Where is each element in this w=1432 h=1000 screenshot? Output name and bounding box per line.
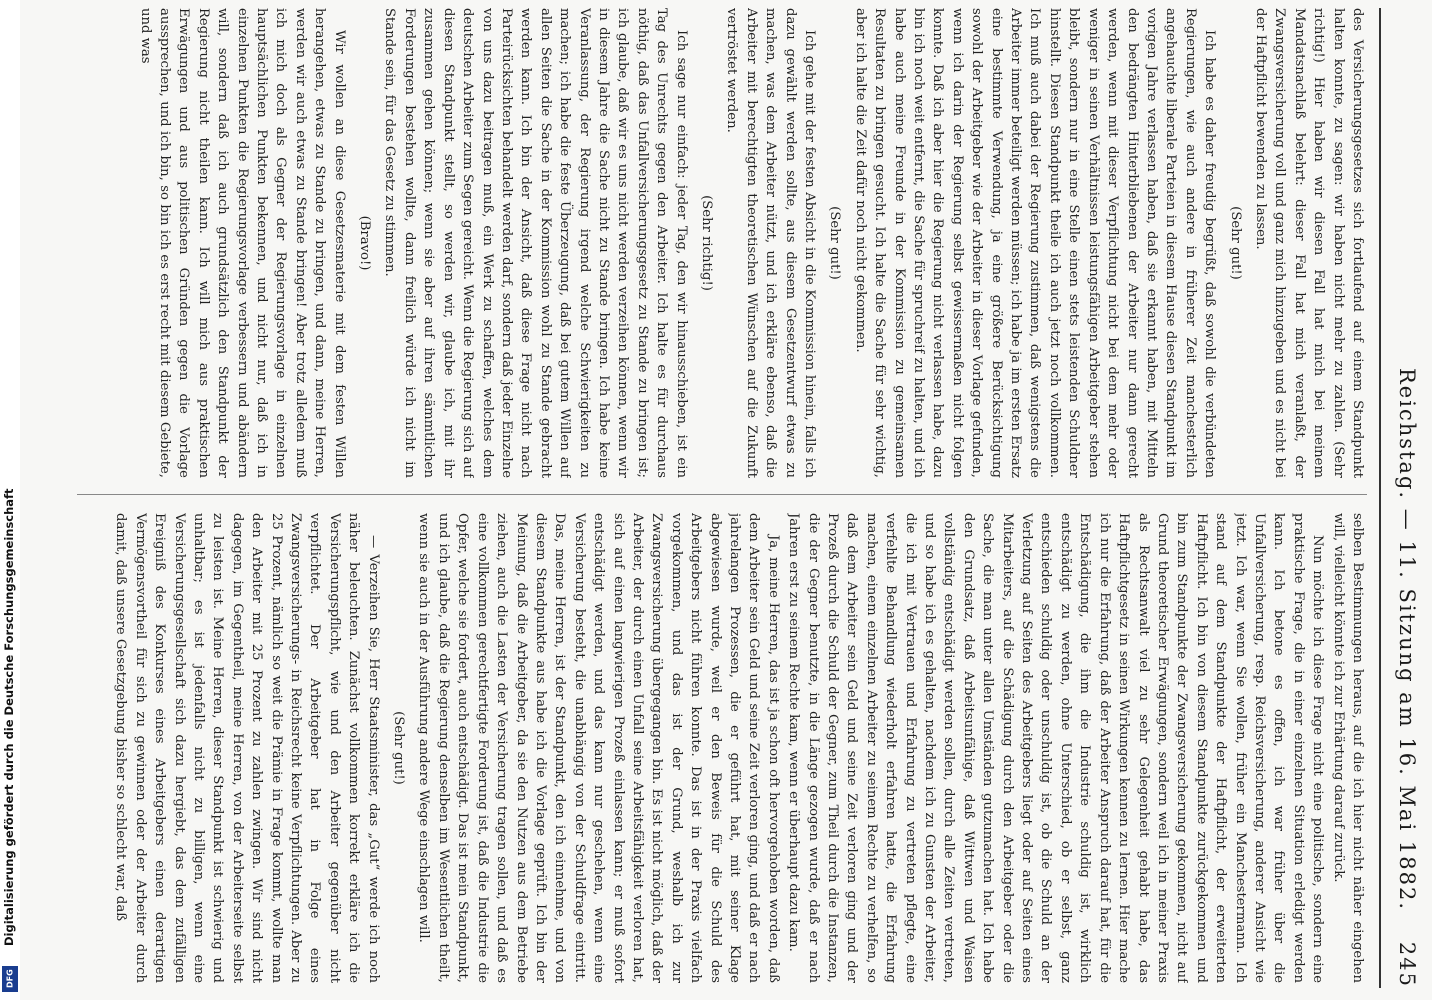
dfg-logo-icon: [2, 966, 18, 992]
column-divider: [77, 494, 1367, 495]
page-header: [1385, 8, 1425, 988]
paragraph: — Verzeihen Sie, Herr Staatsminister, das „Gut“ werde ich noch näher beleuchten. Zunächst vollkommen korrekt erkläre ich die Versicherungspflicht, wie und den Arbeiter gegenüber nicht verpflichtet. Der Arbeitgeber hat in Folge eines Zwangsversicherungs- in Reichsrecht keine Verpflichtungen. Aber zu 25 Prozent, nämlich so weit die Prämie in Frage kommt, wollte man den Arbeiter mit 25 Prozent zu zahlen zwingen. Wir sind nicht dagegen, im Gegentheil, meine Herren, von der Arbeiterseite selbst zu leisten ist. Meine Herren, dieser Standpunkt ist schwierig und unhaltbar; es ist jedenfalls nicht zu billigen, wenn eine Versicherungsgesellschaft sich dazu hergiebt, das dem zufälligen Ereigniß des Konkurses eines Arbeitgebers einen derartigen Vermögensvortheil für sich zu gewinnen oder der Arbeiter durch damit, daß unsere Gesetzgebung bisher so schlecht war, daß: [113, 513, 381, 983]
dfg-logo-text: DFG: [5, 969, 15, 989]
paragraph: Nun möchte ich diese Frage nicht eine politische, sondern eine praktische Frage, die in einer einzelnen Situation erledigt werden kann. Ich betone es offen, ich war früher über die Unfallversicherung, resp. Reichsversicherung, anderer Ansicht wie jetzt. Ich war, wenn Sie wollen, früher ein Manchestermann. Ich stand auf dem Standpunkte der Haftpflicht, der erweiterten Haftpflicht. Ich bin von diesem Standpunkte zurückgekommen und bin zum Standpunkte der Zwangsversicherung gekommen, nicht auf Grund theoretischer Erwägungen, sondern weil ich in meiner Praxis als Rechtsanwalt viel zu sehr Gelegenheit gehabt habe, das Haftpflichtgesetz in seinen Wirkungen kennen zu lernen. Hier mache ich nur die Erfahrung, daß der Arbeiter Anspruch darauf hat, für die Entschädigung, die ihm die Industrie schuldig ist, wirklich entschädigt zu werden, ohne Unterschied, ob er selbst, ganz entschieden schuldig oder unschuldig ist, ob die Schuld an der Verletzung auf Seiten des Arbeitgebers liegt oder auf Seiten eines Mitarbeiters, auf die Schädigung durch den Arbeitgeber oder die Sache, die man unter allen Umständen gutzumachen hat. Ich habe den Grundsatz, daß Arbeitsunfähige, daß Wittwen und Waisen vollständig entschädigt werden sollen, durch alle Zeiten vertreten, und so habe ich es gehalten, nachdem ich zu Gunsten der Arbeiter, die ich mit Vertrauen und Erfahrung zu vertreten pflegte, eine verfehlte Behandlung wiederholt erfahren hatte, die Erfahrung machen, einem einzelnen Arbeiter zu seinem Rechte zu verhelfen, so daß dem Arbeiter sein Geld und seine Zeit verloren ging und der Prozeß durch die Schuld der Gegner, zum Theil durch die Instanzen, die der Gegner benutzte, in die Länge gezogen wurde, daß er nach Jahren erst zu seinem Rechte kam, wenn er überhaupt dazu kam.: [786, 513, 1326, 983]
paragraph: Ich habe es daher freudig begrüßt, daß sowohl die verbündeten Regierungen, wie auch andere in früherer Zeit manchesterlich angehauchte liberale Parteien in diesem Hause diesen Standpunkt im vorigen Jahre verlassen haben, daß sie erkannt haben, mit Mitteln den bedrängten Hinterbliebenen der Arbeiter nur dann gerecht werden, wenn mit dieser Verpflichtung nicht bei dem mehr oder weniger in seinen Verhältnissen leistungsfähigen Arbeitgeber stehen bleibt, sondern nur in eine Stelle einen stets leistenden Schuldner hinstellt. Diesen Standpunkt theile ich auch jetzt noch vollkommen. Ich muß auch dabei der Regierung zustimmen, daß wenigstens die Arbeiter immer beteiligt werden müssen; ich habe ja im ersten Ersatz eine bestimmte Verwendung, ja eine größere Berücksichtigung sowohl der Arbeitgeber wie der Arbeiter in dieser Vorlage gefunden, wenn ich darin der Regierung selbst gewissermaßen nicht folgen konnte. Daß ich aber hier die Regierung nicht verlassen habe, dazu bin ich noch weit entfernt, die Sache für spruchreif zu halten, und ich habe auch meine Freunde in der Kommission zu gemeinsamen Resultaten zu bringen gesucht. Ich halte die Sache für sehr wichtig, aber ich halte die Zeit dafür noch nicht gekommen.: [852, 8, 1218, 478]
paragraph: Ich sage nur einfach: jeder Tag, den wir hinausschieben, ist ein Tag des Unrechts gegen den Arbeiter. Ich halte es für durchaus nöthig, daß das Unfallversicherungsgesetz zu Stande zu bringen ist; ich glaube, daß wir es uns nicht werden verzeihen können, wenn wir in diesem Jahre die Sache nicht zu Stande bringen. Ich habe keine Veranlassung, der Regierung irgend welche Schwierigkeiten zu machen; ich habe die feste Überzeugung, daß bei gutem Willen auf allen Seiten die Sache in der Kommission wohl zu Stande gebracht werden kann. Ich bin der Ansicht, daß diese Frage nicht nach Parteirücksichten behandelt werden darf, sondern daß jeder Einzelne von uns dazu beitragen muß, ein Werk zu schaffen, welches dem deutschen Arbeiter zum Segen gereicht. Wenn die Regierung sich auf diesen Standpunkt stellt, so werden wir, glaube ich, mit ihr zusammen gehen können; wenn sie aber auf ihren sämmtlichen Forderungen bestehen wollte, dann freilich würde ich nicht im Stande sein, für das Gesetz zu stimmen.: [382, 8, 689, 478]
running-title: Reichstag. — 11. Sitzung am 16. Mai 1882.: [1395, 368, 1419, 912]
digitization-sidebar: [0, 0, 20, 1000]
interjection: (Sehr gut!): [391, 711, 407, 785]
paragraph: Ja, meine Herren, das ist ja schon oft hervorgehoben worden, daß dem Arbeiter sein Geld und seine Zeit verloren ging, und daß er nach jahrelangen Prozessen, die er geführt hat, mit seiner Klage abgewiesen wurde, weil er den Beweis für die Schuld des Arbeitgebers nicht führen konnte. Das ist in der Praxis vielfach vorgekommen, und das ist der Grund, weshalb ich zur Zwangsversicherung übergegangen bin. Es ist nicht möglich, daß der Arbeiter, der durch einen Unfall seine Arbeitsfähigkeit verloren hat, sich auf einen langwierigen Prozeß einlassen kann; er muß sofort entschädigt werden, und das kann nur geschehen, wenn eine Versicherung besteht, die unabhängig von der Schuldfrage eintritt. Das, meine Herren, ist der Standpunkt, den ich einnehme, und von diesem Standpunkte aus habe ich die Vorlage geprüft. Ich bin der Meinung, daß die Arbeitgeber, da sie den Nutzen aus dem Betriebe ziehen, auch die Lasten der Versicherung tragen sollen, und daß es eine vollkommen gerechtfertigte Forderung ist, daß die Industrie die Opfer, welche sie fordert, auch entschädigt. Das ist mein Standpunkt, und ich glaube, daß die Regierung denselben im Wesentlichen theilt, wenn sie auch in der Ausführung andere Wege einschlagen will.: [416, 513, 781, 983]
right-text-column: [67, 513, 1367, 983]
interjection: (Sehr gut!): [827, 206, 843, 280]
page-number: 245: [1395, 941, 1419, 988]
digitization-notice: Digitalisierung gefördert durch die Deutsche Forschungsgemeinschaft: [2, 488, 16, 946]
rotated-document-page: [40, 8, 1425, 988]
paragraph: selben Bestimmungen heraus, auf die ich hier nicht näher eingehen will, vielleicht könnte ich zur Erhärtung darauf zurück.: [1330, 513, 1365, 983]
paragraph: Wir wollen an diese Gesetzesmaterie mit dem festen Willen herangehen, etwas zu Stande zu bringen, und dann, meine Herren, werden wir auch etwas zu Stande bringen! Aber trotz alledem muß ich mich doch als Gegner der Regierungsvorlage in einzelnen hauptsächlichen Punkten bekennen, und nicht nur, daß ich in einzelnen Punkten die Regierungsvorlage verbessern und abändern will, sondern daß ich auch grundsätzlich den Standpunkt der Regierung nicht theilen kann. Ich will mich aus praktischen Erwägungen und aus politischen Gründen gegen die Vorlage aussprechen, und ich bin, so bin ich es erst recht mit diesem Gebiete, und was: [137, 8, 347, 478]
interjection: (Sehr richtig!): [699, 195, 714, 291]
interjection: (Sehr gut!): [1227, 206, 1243, 280]
paragraph: des Versicherungsgesetzes sich fortlaufend auf einem Standpunkt halten konnte, zu sagen: wir haben nicht mehr zu zahlen. (Sehr richtig!) Hier haben wir diesen Fall hat mich bei meinem Mandatsnachlaß belehrt: dieser Fall hat mich veranlaßt, der Zwangsversicherung voll und ganz mich hinzugeben und es nicht bei der Haftpflicht bewenden zu lassen.: [1252, 8, 1365, 478]
header-rule: [1379, 8, 1381, 988]
left-text-column: [67, 8, 1367, 478]
interjection: (Bravo!): [357, 215, 373, 271]
paragraph: Ich gehe mit der festen Absicht in die Kommission hinein, falls ich dazu gewählt werden sollte, aus diesem Gesetzentwurf etwas zu machen, was dem Arbeiter nützt, und ich erkläre ebenso, daß die Arbeiter mit berechtigten theoretischen Wünschen auf die Zukunft vertröstet werden.: [724, 8, 818, 478]
